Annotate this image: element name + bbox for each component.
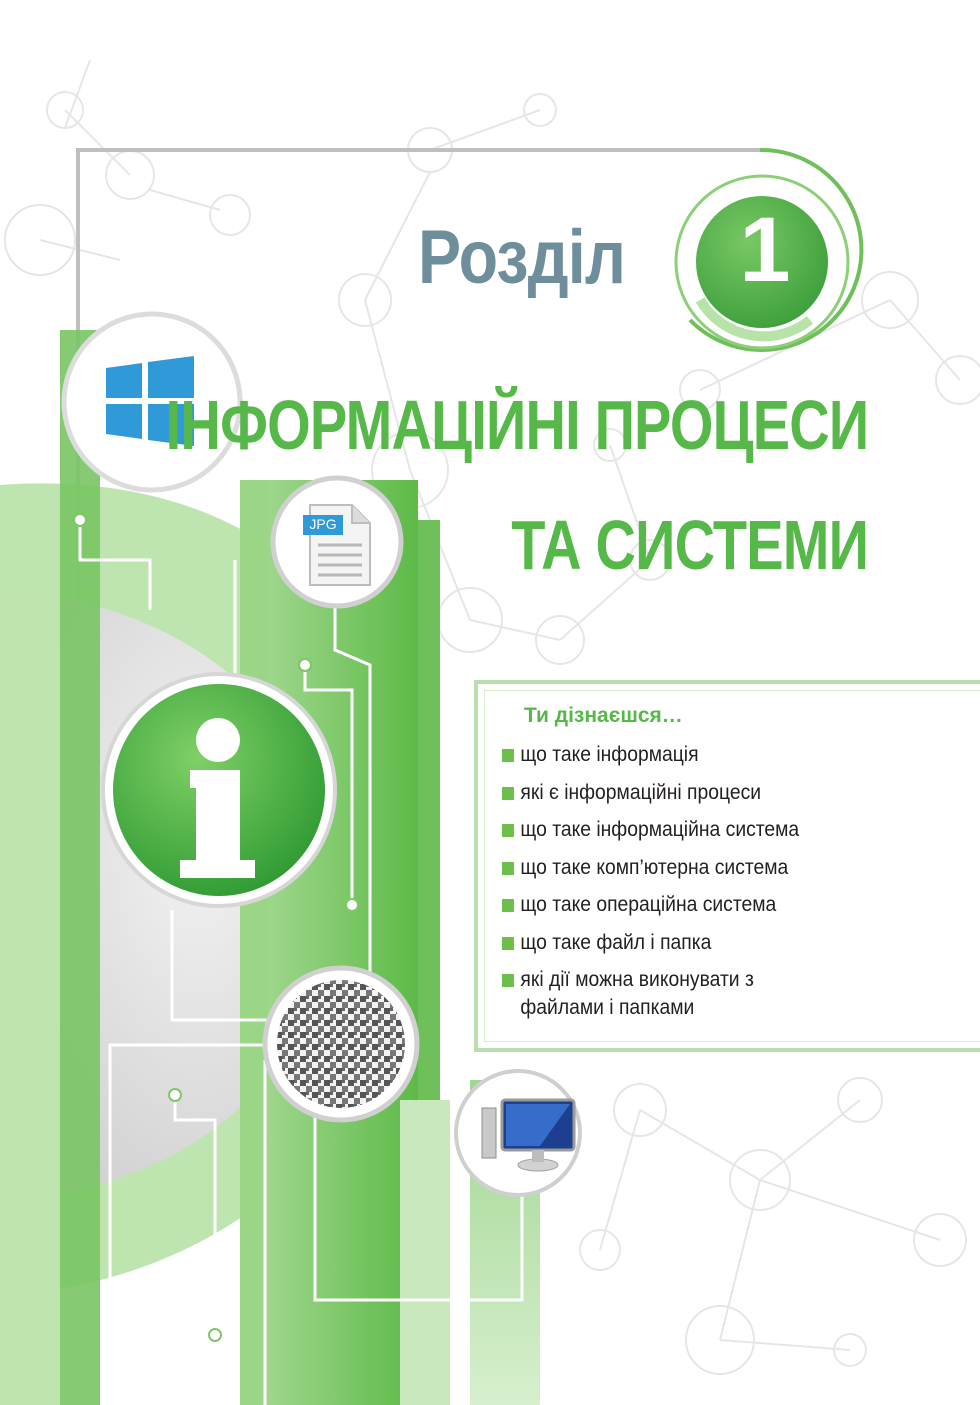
jpg-label: JPG (309, 516, 337, 532)
square-bullet-icon (502, 787, 514, 800)
qr-code-icon (277, 980, 405, 1108)
list-item: що таке комп’ютерна система (502, 854, 934, 882)
list-item: що таке інформація (502, 741, 934, 769)
square-bullet-icon (502, 862, 514, 875)
list-item: що таке файл і папка (502, 929, 934, 957)
square-bullet-icon (502, 749, 514, 762)
square-bullet-icon (502, 937, 514, 950)
chapter-title-line-2: ТА СИСТЕМИ (511, 506, 868, 584)
list-item: які є інформаційні процеси (502, 779, 934, 807)
chapter-number: 1 (739, 199, 791, 301)
chapter-title-line-1: ІНФОРМАЦІЙНІ ПРОЦЕСИ (165, 386, 868, 464)
learn-list (502, 741, 972, 1032)
section-label: Розділ (418, 215, 626, 300)
learn-box-heading: Ти дізнаєшся… (524, 704, 683, 727)
list-item: які дії можна виконувати з файлами і папками (502, 966, 824, 1022)
square-bullet-icon (502, 974, 514, 987)
list-item: що таке операційна система (502, 891, 934, 919)
square-bullet-icon (502, 899, 514, 912)
square-bullet-icon (502, 824, 514, 837)
list-item: що таке інформаційна система (502, 816, 934, 844)
